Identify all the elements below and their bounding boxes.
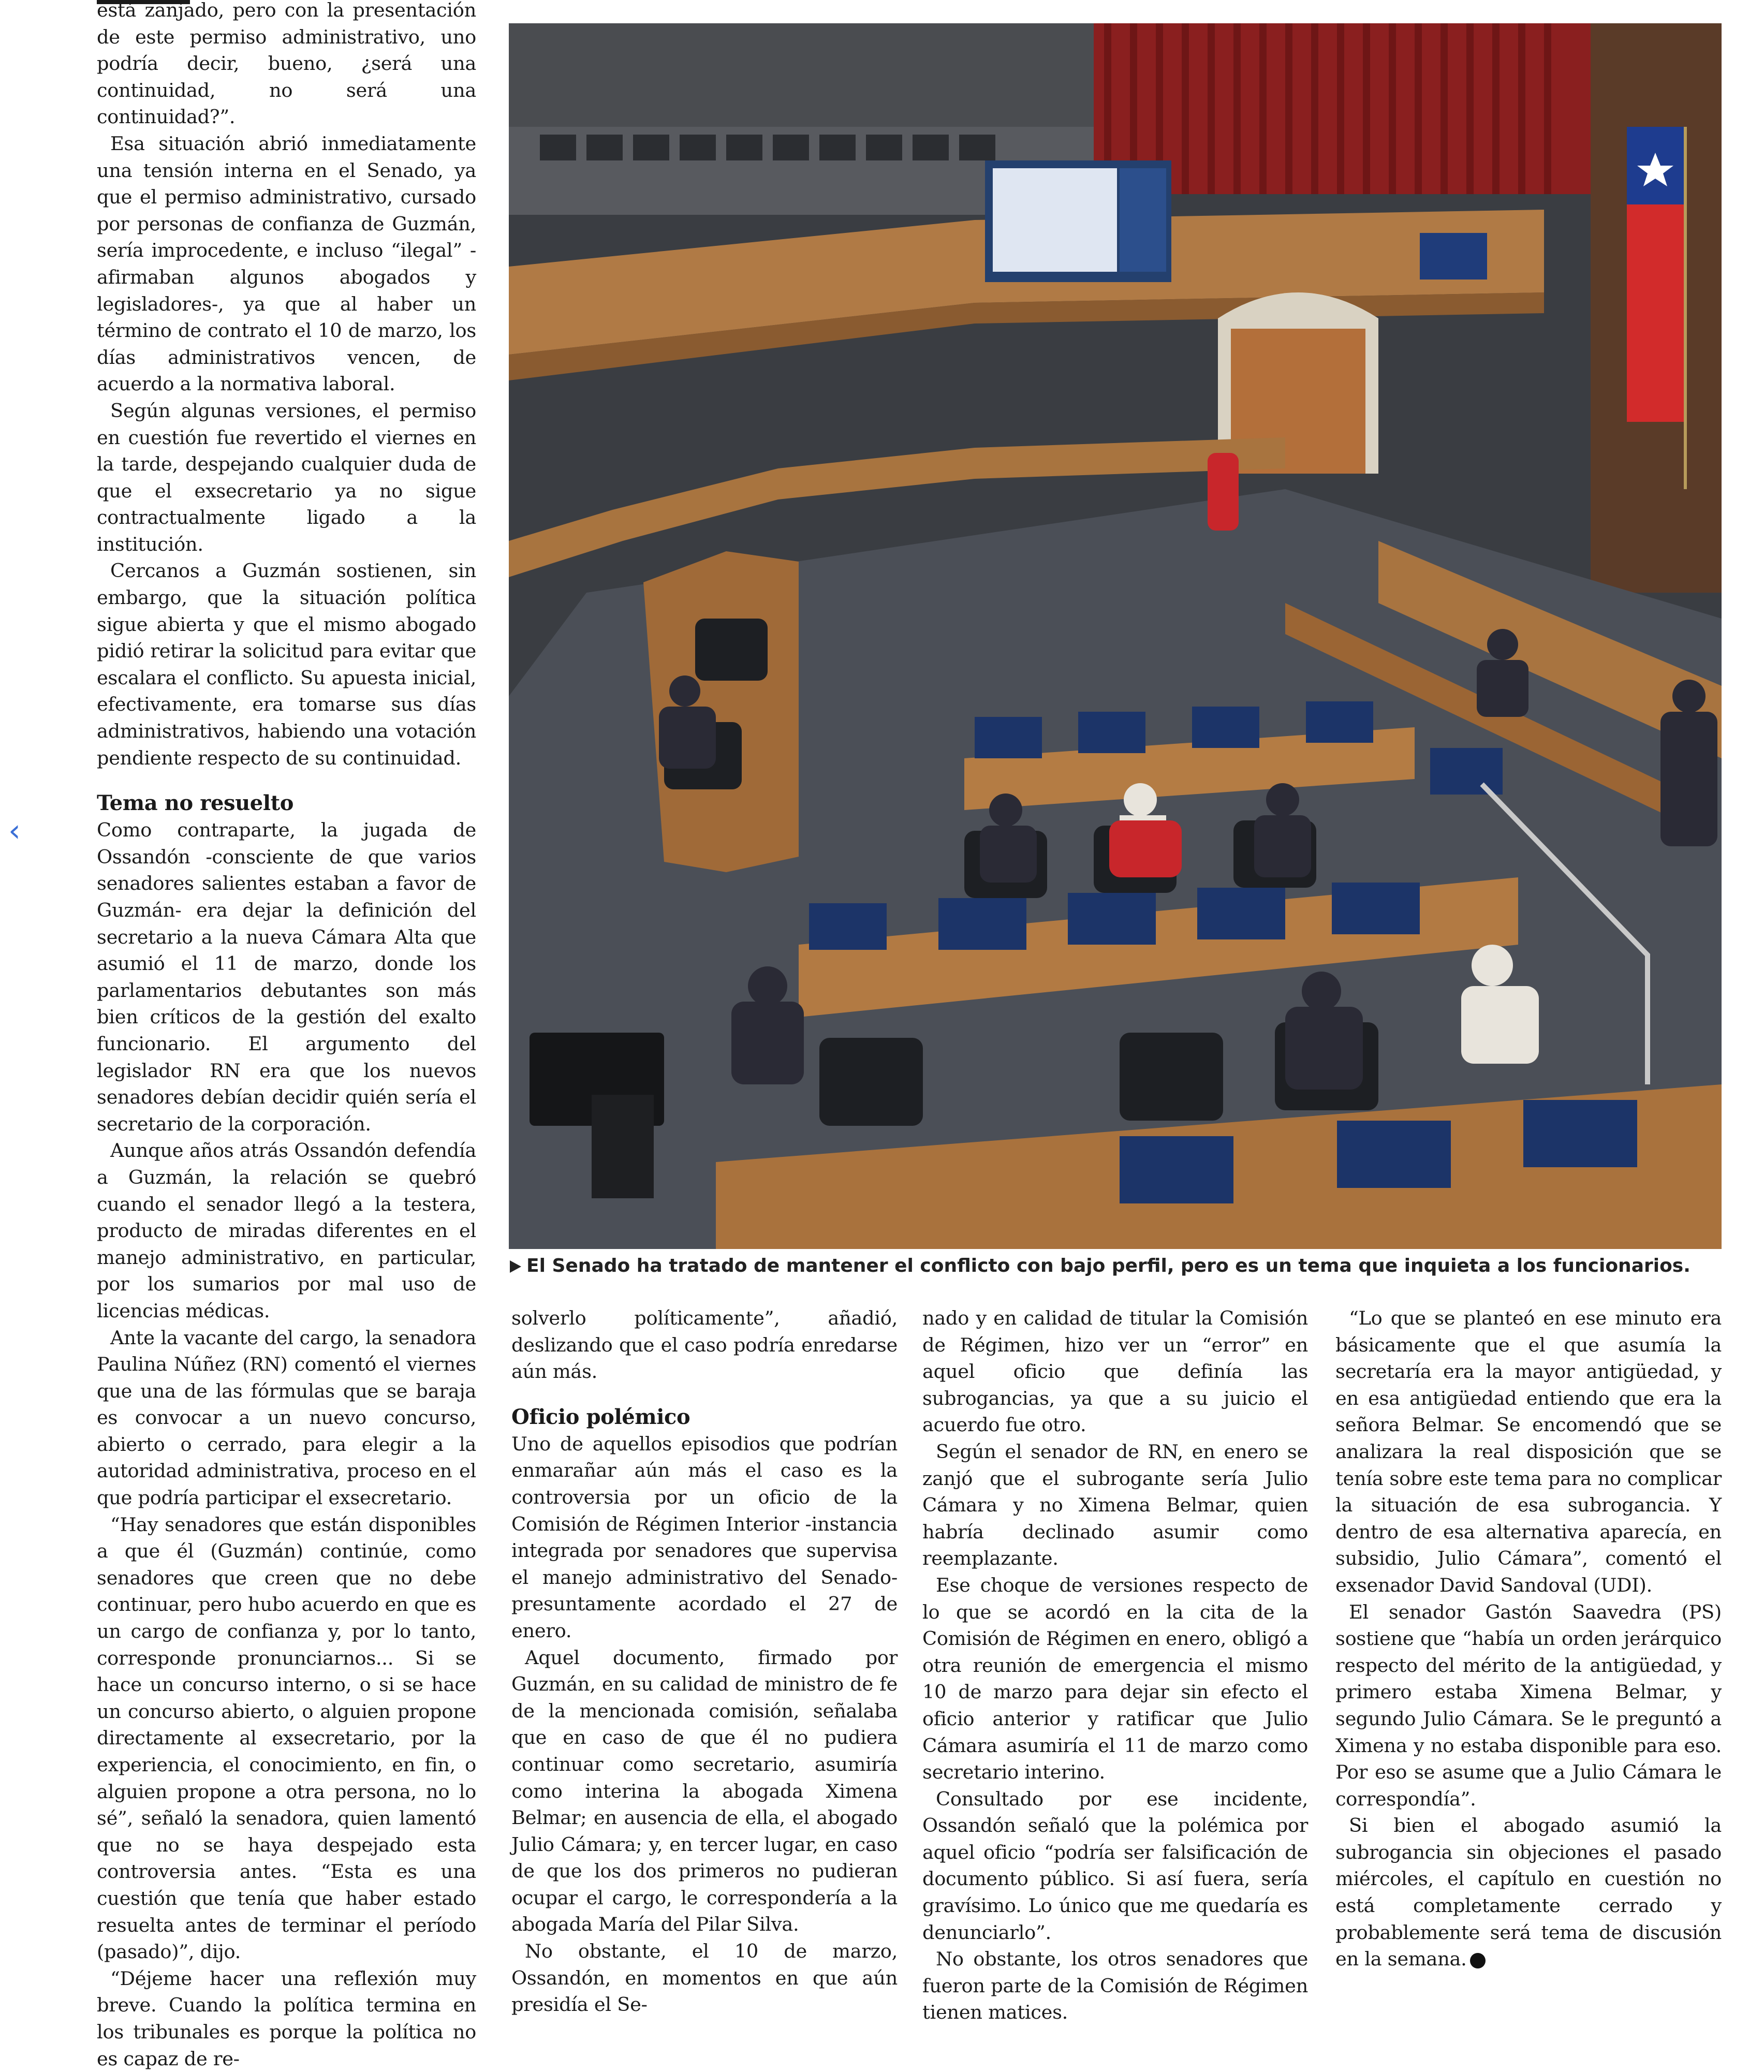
paragraph: Esa situación abrió inmediatamente una tensión interna en el Senado, ya que el permiso administrativo, cursado por personas de confianza de Guzmán, sería improcedente, e incluso “ilegal” -afirmaban algunos abogados y legisladores-, ya que al haber un término de contrato el 10 de marzo, los días administrativos vencen, de acuerdo a la normativa laboral. <box>97 132 476 395</box>
article-column-3 <box>922 1305 1308 2024</box>
paragraph: solverlo políticamente”, añadió, deslizando que el caso podría enredarse aún más. <box>511 1307 898 1383</box>
paragraph: Aquel documento, firmado por Guzmán, en su calidad de ministro de fe de la mencionada comisión, señalaba que en caso de que él no pudiera continuar como secretario, asumiría como interina la abogada Ximena Belmar; en ausencia de ella, el abogado Julio Cámara; y, en tercer lugar, en caso de que los dos primeros no pudieran ocupar el cargo, le correspondería a la abogada María del Pilar Silva. <box>511 1646 898 1936</box>
paragraph: Uno de aquellos episodios que podrían enmarañar aún más el caso es la controversia por un oficio de la Comisión de Régimen Interior -instancia integrada por senadores que supervisa el manejo administrativo del Senado- presuntamente acordado el 27 de enero. <box>511 1432 898 1642</box>
paragraph: Ese choque de versiones respecto de lo que se acordó en la cita de la Comisión de Régimen en enero, obligó a otra reunión de emergencia el mismo 10 de marzo para dejar sin efecto el oficio anterior y ratificar que Julio Cámara asumiría el 11 de marzo como secretario interino. <box>922 1574 1308 1784</box>
paragraph: Aunque años atrás Ossandón defendía a Guzmán, la relación se quebró cuando el senador llegó a la testera, producto de miradas diferentes en el manejo administrativo, en particular, por los sumarios por mal uso de licencias médicas. <box>97 1139 476 1322</box>
paragraph: Consultado por ese incidente, Ossandón señaló que la polémica por aquel oficio “podría ser falsificación de documento público. Si así fuera, sería gravísimo. Lo único que me quedaría es denunciarlo”. <box>922 1787 1308 1944</box>
paragraph <box>1335 1812 1722 1973</box>
paragraph: Ante la vacante del cargo, la senadora Paulina Núñez (RN) comentó el viernes que una de las fórmulas que se baraja es convocar a un nuevo concurso, abierto o cerrado, para elegir a la autoridad administrativa, proceso en el que podría participar el exsecretario. <box>97 1326 476 1509</box>
paragraph: “Déjeme hacer una reflexión muy breve. Cuando la política termina en los tribunales es porque la política no es capaz de re- <box>97 1967 476 2070</box>
subheading-oficio-polemico: Oficio polémico <box>511 1404 690 1429</box>
senate-chamber-photo <box>509 23 1722 1249</box>
paragraph: nado y en calidad de titular la Comisión de Régimen, hizo ver un “error” en aquel oficio que definía las subrogancias, ya que a su juicio el acuerdo fue otro. <box>922 1307 1308 1436</box>
caption-triangle-icon <box>510 1260 521 1273</box>
paragraph: está zanjado, pero con la presentación de este permiso administrativo, uno podría decir, bueno, ¿será una continuidad, no será una continuidad?”. <box>97 0 476 128</box>
photo-caption <box>510 1253 1721 1280</box>
article-column-1 <box>97 0 476 2070</box>
article-column-2 <box>511 1305 898 2016</box>
paragraph: Según el senador de RN, en enero se zanjó que el subrogante sería Julio Cámara y no Ximena Belmar, quien habría declinado asumir como reemplazante. <box>922 1440 1308 1570</box>
paragraph: No obstante, el 10 de marzo, Ossandón, en momentos en que aún presidía el Se- <box>511 1940 898 2016</box>
paragraph: No obstante, los otros senadores que fueron parte de la Comisión de Régimen tienen matices. <box>922 1948 1308 2024</box>
caption-text: El Senado ha tratado de mantener el conflicto con bajo perfil, pero es un tema que inquieta a los funcionarios. <box>526 1255 1690 1276</box>
paragraph: Cercanos a Guzmán sostienen, sin embargo, que la situación política sigue abierta y que el mismo abogado pidió retirar la solicitud para evitar que escalara el conflicto. Su apuesta inicial, efectivamente, era tomarse sus días administrativos, habiendo una votación pendiente respecto de su continuidad. <box>97 560 476 769</box>
end-of-article-icon <box>1470 1953 1486 1968</box>
paragraph: “Hay senadores que están disponibles a que él (Guzmán) continúe, como senadores que creen que no debe continuar, pero hubo acuerdo en que es un cargo de confianza y, por lo tanto, corresponde pronunciarnos... Si se hace un concurso interno, o si se hace un concurso abierto, o alguien propone directamente al exsecretario, por la experiencia, el conocimiento, en fin, o alguien propone a otra persona, no lo sé”, señaló la senadora, quien lamentó que no se haya despejado esta controversia antes. “Esta es una cuestión que tenía que haber estado resuelta antes de terminar el período (pasado)”, dijo. <box>97 1513 476 1963</box>
paragraph-text: Si bien el abogado asumió la subrogancia sin objeciones el pasado miércoles, el capítulo en cuestión no está completamente cerrado y probablemente será tema de discusión en la semana. <box>1335 1814 1722 1971</box>
paragraph: Según algunas versiones, el permiso en cuestión fue revertido el viernes en la tarde, despejando cualquier duda de que el exsecretario ya no sigue contractualmente ligado a la institución. <box>97 399 476 555</box>
paragraph: El senador Gastón Saavedra (PS) sostiene que “había un orden jerárquico respecto del mérito de la antigüedad, y primero estaba Ximena Belmar, y segundo Julio Cámara. Se le preguntó a Ximena y no estaba disponible para eso. Por eso se asume que a Julio Cámara le correspondía”. <box>1335 1600 1722 1810</box>
article-column-4 <box>1335 1305 1722 1971</box>
subheading-tema-no-resuelto: Tema no resuelto <box>97 791 294 816</box>
paragraph: “Lo que se planteó en ese minuto era básicamente que el que asumía la secretaría era la mayor antigüedad, y en esa antigüedad entiendo que era la señora Belmar. Se encomendó que se analizara la real disposición que se tenía sobre este tema para no complicar la situación de esa subrogancia. Y dentro de esa alternativa aparecía, en subsidio, Julio Cámara”, comentó el exsenador David Sandoval (UDI). <box>1335 1307 1722 1596</box>
previous-page-arrow-icon[interactable]: ‹ <box>8 813 21 849</box>
paragraph: Como contraparte, la jugada de Ossandón -consciente de que varios senadores salientes estaban a favor de Guzmán- era dejar la definición del secretario a la nueva Cámara Alta que asumió el 11 de marzo, donde los parlamentarios debutantes son más bien críticos de la gestión del exalto funcionario. El argumento del legislador RN era que los nuevos senadores debían decidir quién sería el secretario de la corporación. <box>97 819 476 1135</box>
